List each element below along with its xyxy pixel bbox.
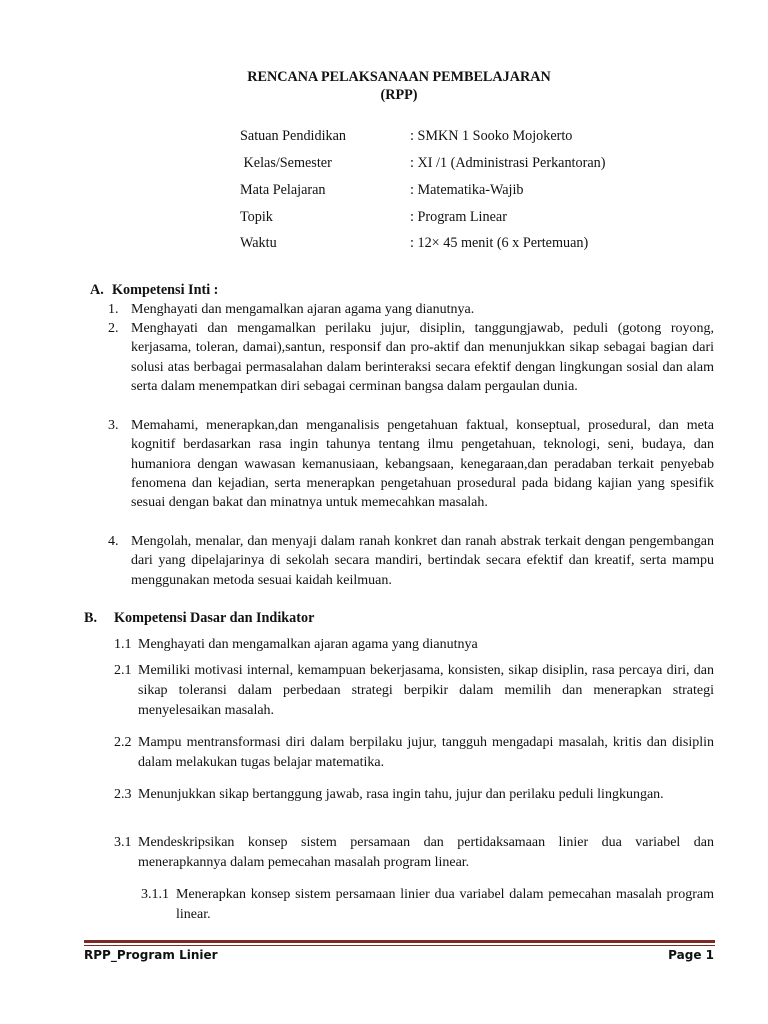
list-item — [108, 416, 714, 532]
list-text: Menunjukkan sikap bertanggung jawab, rasa ingin tahu, jujur dan perilaku peduli lingkungan. — [138, 787, 664, 802]
info-row-kelas — [240, 155, 605, 172]
list-number: 4. — [108, 534, 119, 549]
list-text: Memahami, menerapkan,dan menganalisis pengetahuan faktual, konseptual, prosedural, dan meta kognitif berdasarkan rasa ingin tahunya tentang ilmu pengetahuan, teknologi, seni, budaya, dan humaniora dengan wawasan kemanusiaan, kebangsaan, kenegaraan,dan peradaban terkait penyebab fenomena dan kejadian, serta menerapkan pengetahuan prosedural pada bidang kajian yang spesifik sesuai dengan bakat dan minatnya untuk memecahkan masalah. — [131, 418, 714, 511]
list-item — [114, 833, 714, 873]
list-item — [114, 635, 714, 655]
info-label: Satuan Pendidikan — [240, 128, 346, 144]
list-item — [141, 885, 714, 925]
info-label: Waktu — [240, 235, 277, 251]
list-number: 3. — [108, 418, 119, 433]
list-item — [114, 785, 714, 825]
info-label: Topik — [240, 209, 273, 225]
list-item — [114, 733, 714, 773]
info-label: Mata Pelajaran — [240, 182, 326, 198]
info-value: : 12× 45 menit (6 x Pertemuan) — [410, 235, 589, 251]
info-value: : XI /1 (Administrasi Perkantoran) — [410, 155, 606, 171]
list-item — [114, 661, 714, 721]
section-b-heading — [84, 610, 314, 627]
list-number: 3.1.1 — [141, 887, 169, 902]
info-value: : Program Linear — [410, 209, 507, 225]
document-subtitle: (RPP) — [380, 87, 418, 103]
info-row-topik — [240, 209, 507, 226]
list-number: 2.1 — [114, 663, 132, 678]
info-row-satuan — [240, 128, 572, 145]
info-row-mapel — [240, 182, 524, 199]
list-text: Menghayati dan mengamalkan ajaran agama yang dianutnya — [138, 637, 478, 652]
list-item — [108, 532, 714, 590]
list-number: 2.2 — [114, 735, 132, 750]
list-text: Menghayati dan mengamalkan perilaku jujur, disiplin, tanggungjawab, peduli (gotong royong, kerjasama, toleran, damai),santun, responsif dan pro-aktif dan menunjukkan sikap sebagai bagian dari solusi atas berbagai permasalahan dalam berinteraksi secara efektif dengan lingkungan sosial dan alam serta dalam menempatkan diri sebagai cerminan bangsa dalam pergaulan dunia. — [131, 321, 714, 394]
list-text: Menerapkan konsep sistem persamaan linier dua variabel dalam pemecahan masalah program linear. — [176, 887, 714, 922]
list-number: 2.3 — [114, 787, 132, 802]
list-item — [108, 319, 714, 416]
list-text: Mengolah, menalar, dan menyaji dalam ranah konkret dan ranah abstrak terkait dengan pengembangan dari yang dipelajarinya di sekolah secara mandiri, bertindak secara efektif dan kreatif, serta mampu menggunakan metoda sesuai kaidah keilmuan. — [131, 534, 714, 588]
info-label: Kelas/Semester — [240, 155, 332, 171]
footer-rule — [84, 940, 715, 943]
list-number: 3.1 — [114, 835, 132, 850]
section-mark: B. — [84, 610, 98, 626]
footer-page-number: Page 1 — [668, 948, 714, 962]
list-text: Memiliki motivasi internal, kemampuan bekerjasama, konsisten, sikap disiplin, rasa percaya diri, dan sikap toleransi dalam perbedaan strategi berpikir dalam memilih dan menerapkan strategi menyelesaikan masalah. — [138, 663, 714, 718]
footer-document-name: RPP_Program Linier — [84, 948, 218, 962]
list-number: 1.1 — [114, 637, 132, 652]
info-value: : Matematika-Wajib — [410, 182, 524, 198]
list-item — [108, 300, 714, 320]
document-title: RENCANA PELAKSANAAN PEMBELAJARAN — [247, 69, 551, 85]
section-mark: A. — [90, 282, 104, 298]
info-value: : SMKN 1 Sooko Mojokerto — [410, 128, 573, 144]
list-number: 2. — [108, 321, 119, 336]
section-title: Kompetensi Dasar dan Indikator — [114, 610, 315, 626]
list-text: Mampu mentransformasi diri dalam berpilaku jujur, tangguh mengadapi masalah, kritis dan disiplin dalam melakukan tugas belajar matematika. — [138, 735, 714, 770]
footer-rule-thin — [84, 945, 715, 946]
list-text: Menghayati dan mengamalkan ajaran agama yang dianutnya. — [131, 302, 475, 317]
info-row-waktu — [240, 235, 588, 252]
list-text: Mendeskripsikan konsep sistem persamaan dan pertidaksamaan linier dua variabel dan menerapkannya dalam pemecahan masalah program linear. — [138, 835, 714, 870]
section-a-heading — [90, 282, 218, 299]
list-number: 1. — [108, 302, 119, 317]
section-title: Kompetensi Inti : — [112, 282, 219, 298]
